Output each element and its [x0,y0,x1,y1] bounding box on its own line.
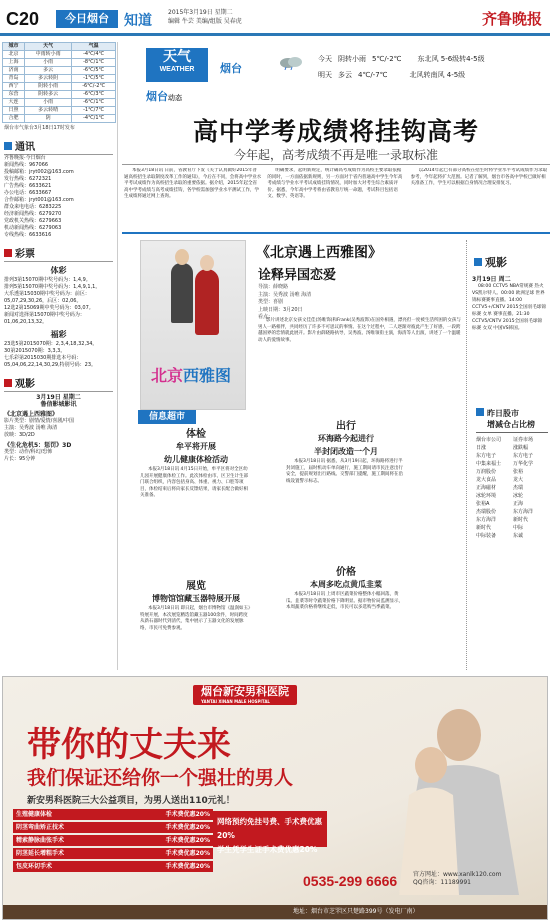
stock-item: 龙大食品 [476,477,497,483]
divider [466,240,467,670]
weather-table-cell: -4℃/4℃ [72,51,116,59]
header-editor: 编辑 牛芸 美编/组版 吴春虎 [168,18,242,25]
weather-table-cell: 日照 [3,107,25,115]
stock-item: 冰轮环境 [476,493,497,499]
movie-meta [258,284,311,322]
weather-today-label: 今天 [318,55,332,63]
ticai-line: 大乐透第15030期中奖号码为：前区：05,07,29,30,26，后区：02,06。 [4,291,90,305]
header-date: 2015年3月19日 星期二 [168,9,233,16]
article-jiage [286,566,406,612]
stock-title: 昨日股市 [487,409,519,418]
square-icon [4,142,12,150]
weather-table-header: 天气 [24,43,71,51]
ad-web[interactable]: 官方网址：www.xanlk120.com QQ咨询：11189991 [413,871,502,886]
chuxing-title: 环海路今起进行 [318,434,374,443]
weather-table-row [3,59,116,67]
ticai-line: 新闻对选择第15070期中奖号码为：01,06,20,13,32。 [4,312,85,326]
lead-col-2: 明确要求，起明新规定，统计确高考成绩作为高校主要录取依据的同时，一方面依据新规则，另一方面对于省内普通高中学生今年高考成绩与学业水平考试成绩挂钩情况，同时加大对考生综合素质评价。据悉，今年高中学考将由省教育厅统一命题，考试科目包括语文、数学、英语等。 [267,168,403,199]
stock-item: 张裕A [476,501,490,507]
weather-table-cell: 上海 [3,59,25,67]
weather-today-row [318,54,485,64]
tongxun-line: 群众来电电话：6283225 [4,204,62,211]
weather-tomorrow-temp: 4℃/-7℃ [358,71,388,79]
ticai-title: 体彩 [50,266,67,276]
ticai-line: 排列3第15070期中奖号码为：1,4,9。 [4,277,91,284]
stock-item: 万华化学 [513,461,534,467]
ad-promo-2: 学生凭学生证手术费优惠20% [217,845,318,854]
fucai-line: 23选5第2015070期：2,3,4,18,32,34。 [4,341,98,348]
weather-table-row [3,51,116,59]
weather-wind2: 北风转南风 4-5级 [409,71,466,79]
tongxun-block [4,138,113,239]
tongxun-line: 广告热线：6633621 [4,183,52,190]
stock-item: 龙大 [513,477,524,483]
tijian-body: 本报3月18日讯 4月15日开始，牟平区将对全区幼儿园开展健康体检工作。此次体检由市、区卫生计生部门联合组织，内容包括身高、体重、视力、口腔等项目，体检结束后将向家长反馈结果，请家长配合做好相关准备。 [140,467,248,498]
dongtai-title [146,88,182,104]
ad-service-discount: 手术费优惠20% [165,850,210,857]
poster-text-a: 北京 [151,366,184,385]
weather-table-cell: -1℃/5℃ [72,75,116,83]
stock-item: 正海 [513,501,524,507]
hospital-ad[interactable] [2,676,548,920]
tongxun-line: 新闻热线：967066 [4,162,49,169]
lead-article [124,168,548,228]
tijian-section: 体检 [186,429,206,440]
tongxun-line: 投稿邮箱：jryt002@163.com [4,169,74,176]
weather-table-row [3,107,116,115]
square-icon [4,249,12,257]
jiage-title: 本周多吃点黄瓜韭菜 [310,580,382,589]
weather-table-cell: -4℃/1℃ [72,115,116,123]
guanying-left-block [4,375,113,463]
stock-sub: 增减仓占比榜 [487,420,535,429]
ad-headline: 带你的丈夫来 [27,725,231,765]
ad-logo-text: 烟台新安男科医院 [201,685,289,698]
stock-item: 东诚 [513,533,524,539]
main-subhead: 今年起，高考成绩不再是唯一录取标准 [233,148,438,162]
weather-table-cell: -6℃/3℃ [72,91,116,99]
movie-meta-line: 上映日期：3月20日 [258,306,303,313]
weather-table-row [3,67,116,75]
weather-table-row [3,115,116,123]
ad-logo [193,685,297,705]
ad-service-row [13,822,213,833]
weather-today-wx: 阴转小雨 [338,55,366,63]
poster-text-b: 西雅图 [183,366,232,385]
stock-item: 东方电子 [513,453,534,459]
ad-service-name: 阴茎弯曲矫正技术 [16,824,65,831]
weather-tomorrow-wx: 多云 [338,71,352,79]
movie-subtitle: 诠释异国恋爱 [258,268,337,283]
ad-service-name: 精索静脉曲张手术 [16,837,65,844]
tijian-title: 牟平将开展 [176,442,216,451]
weather-table-cell: 阴转小雨 [24,83,71,91]
chuxing-section: 出行 [336,421,356,432]
chuxing-body: 本报3月18日讯 据悉，从3月19日起，环海路将进行半封闭施工，届时机动车单向通行，施工期间请市民注意出行安全，提前规划出行路线。交警部门提醒，施工期间将在沿线设置警示标志。 [286,459,403,484]
poster-figure-woman [195,269,219,335]
weather-table [2,42,116,123]
ad-footer: 地址：烟台市芝罘区只楚路399号（发电厂南） [3,905,548,919]
stock-item: 中际 [513,525,524,531]
stock-item: 烟台市公司 [476,437,502,443]
zhanlan-title: 博物馆馆藏玉器特展开展 [152,594,240,603]
stock-item: 张裕 [513,469,524,475]
guanying-right-date: 3月19日 周二 [472,276,511,283]
tongxun-title: 通讯 [15,142,35,154]
stock-item: 冰轮 [513,493,524,499]
stock-item: 新时代 [476,525,492,531]
weather-tomorrow-label: 明天 [318,71,332,79]
weather-table-cell: 北京 [3,51,25,59]
ad-lead: 新安男科医院三大公益项目，为男人送出110元礼！ [27,796,235,806]
article-zhanlan [140,580,252,632]
page-header [0,0,550,36]
ticai-line: 排列5第15070期中奖号码为：1,4,9,1,1。 [4,284,101,291]
weather-table-cell: -6℃/-2℃ [72,83,116,91]
weather-table-cell: 青岛 [3,75,25,83]
weather-today-temp: 5℃/-2℃ [372,55,402,63]
dongtai-sub: 动态 [168,94,182,102]
ad-subheadline: 我们保证还给你一个强壮的男人 [27,767,294,789]
main-headline: 高中学考成绩将挂钩高考 [192,117,479,146]
weather-table-cell: 中雨转小雨 [24,51,71,59]
weather-table-cell: 东营 [3,91,25,99]
weather-table-cell: 多云转晴 [24,107,71,115]
fucai-line: 七乐彩第2015030期排选本号码：05,04,06,22,14,30,29,特别号码：23。 [4,355,97,369]
poster-title [151,363,231,386]
jiage-body: 本报3月18日讯 上周市区蔬菜价格整体小幅回落，黄瓜、韭菜等时令蔬菜价格下降明显。据市物价局监测显示，本周蔬菜价格将继续走低，市民可以多选购当季蔬菜。 [286,592,403,610]
ad-logo-en: YANTAI XINAN MALE HOSPITAL [201,699,270,704]
weather-table-row [3,99,116,107]
ad-service-row [13,835,213,846]
weather-en: WEATHER [159,66,195,73]
weather-table-cell: -6℃/5℃ [72,67,116,75]
weather-table-cell: 小雨 [24,59,71,67]
guanying-right-block [470,240,548,332]
movie-meta-line: 看点： [258,314,274,320]
ad-service-name: 包皮环切手术 [16,863,53,870]
stock-item: 正海磁材 [476,485,497,491]
section-name: 知道 [124,13,152,29]
ad-service-row [13,809,213,820]
poster-head [175,249,189,265]
poster-head [200,255,214,271]
stock-item: 杰瑞 [513,485,524,491]
zhanlan-body: 本报3月18日讯 即日起，烟台市博物馆《温润如玉》特展开展，本次展览精选馆藏玉器100余件，时间跨度从新石器时代到清代，集中展示了玉器文化的发展脉络，市民可免费参观。 [140,606,251,631]
weather-table-cell: 大连 [3,99,25,107]
guanying-left-date: 3月19日 星期二 [36,394,81,402]
left-column [0,42,118,670]
stock-item: 东方电子 [476,453,497,459]
ad-service-name: 阴茎延长增粗手术 [16,850,65,857]
stock-item: 东方海洋 [476,517,497,523]
article-tijian [140,428,252,500]
movie2-name: 《生化危机5：惩罚》3D [4,442,72,450]
fucai-line: 30第2015070期：3,3,3。 [4,348,66,355]
fucai-title: 福彩 [50,330,67,340]
stock-item: 万润股份 [476,469,497,475]
ad-service-discount: 手术费优惠20% [165,824,210,831]
movie-meta-line: 主演：吴秀波 汤唯 海清 [258,291,312,298]
section-badge: 今日烟台 [56,10,118,28]
weather-table-row [3,83,116,91]
weather-cn: 天气 [163,49,191,65]
ad-service-discount: 手术费优惠20% [165,811,210,818]
weather-note: 烟台市气象台3月18日17时发布 [4,125,75,131]
chuxing-sub: 半封闭改造一个月 [314,447,378,456]
movie-body: 影片讲述北京女孩文佳佳(汤唯饰)和Frank(吴秀波饰)在国外相遇，漂亮但一度被生活所困的女孩与男人一路相伴，共同经历了许多不可思议的事情。在这个过程中，二人逐渐对彼此产生了好感，一段跨越国界的恋情就此展开。影片由薛晓路执导，吴秀波、汤唯领衔主演，海清等人出演，讲述了一个温暖动人的爱情故事。 [258,318,461,343]
ad-man-photo [379,695,529,895]
stock-item: 中集来福士 [476,461,502,467]
tongxun-line: 合作邮箱：jryt001@163.com [4,197,74,204]
weather-table-row [3,91,116,99]
ad-service-row [13,861,213,872]
square-icon [474,258,482,266]
caipiao-block [4,245,113,369]
weather-table-cell: -6℃/1℃ [72,99,116,107]
lead-col-3: 以2014年起已有部分高校在招生时将学业水平考试成绩作为录取参考，今年起将扩大范围。记者了解到，烟台市各高中学校已做好相关准备工作，学生可以根据自身情况合理安排复习。 [410,168,548,186]
guanying-left-sub: 鲁信影城影讯 [40,401,77,409]
stock-item: 日涨 [476,445,487,451]
lead-col-1: 本报3月18日讯 日前，省教育厅下发《关于认真做好2015年普通高校招生录取制度改革工作的通知》，今后在不同，会将高中学业水平考试成绩作为高校招生录取的重要依据。据介绍，2015年起全省高中学考成绩与高考成绩挂钩，各学校需加强学业水平测试工作，学生成绩将通过网上查询。 [124,168,262,199]
cloud-rain-icon [278,56,304,70]
weather-table-cell: -8℃/1℃ [72,59,116,67]
weather-wind1: 东北风 5-6级转4-5级 [417,55,485,63]
weather-table-cell: 西宁 [3,83,25,91]
ad-phone[interactable]: 0535-299 6666 [303,873,398,889]
caipiao-title: 彩票 [15,249,35,261]
weather-table-cell: 合肥 [3,115,25,123]
ad-promo [213,811,327,854]
brand-logo: 齐鲁晚报 [481,10,542,28]
divider [122,164,550,165]
ticai-line: 12选2第15069期中奖号码为：03,07。 [4,305,94,312]
movie-meta-line: 类型：喜剧 [258,299,284,305]
ad-promo-1: 网络预约免挂号费、手术费优惠20% [217,817,322,840]
tijian-sub: 幼儿健康体检活动 [164,455,228,464]
page-number: C20 [6,9,40,29]
movie2-info: 类型：动作/科幻/恐怖 片长：95分钟 [4,449,53,463]
zhanlan-section: 展览 [186,581,206,592]
weather-table-cell: 多云 [24,67,71,75]
tongxun-line: 齐鲁晚报·今日烟台 [4,155,46,162]
guanying-right-body: 08:00 CCTV5 NBA常规赛 热火VS凯尔特人。00:00 欧洲足球 世界锦标赛赛事直播。14:00 CCTV5+/CNTV 2015全国羽毛球锦标赛 女单 赛事直播。21:30 CCTV5/CNTV 2015全国羽毛球锦标赛 女双 中国VS韩国。 [472,284,546,331]
weather-city: 烟台 [220,62,242,75]
tongxun-line: 党政机关热线：6279663 [4,218,62,225]
xinxi-header: 信息超市 [138,410,196,424]
header-meta [168,8,268,26]
ad-service-row [13,848,213,859]
movie-title: 《北京遇上西雅图》 [256,245,382,261]
weather-table-header: 城市 [3,43,25,51]
ad-services [13,809,213,874]
stock-item: 中际装备 [476,533,497,539]
guanying-left-title: 观影 [15,379,35,391]
movie-meta-line: 导演：薛晓路 [258,284,289,290]
tongxun-line: 机动新闻热线：6279063 [4,225,62,232]
weather-tomorrow-row [318,70,465,80]
weather-table-cell: 多云转阴 [24,75,71,83]
guanying-right-title: 观影 [485,256,507,269]
tongxun-line: 发行热线：6272321 [4,176,52,183]
weather-table-cell: -1℃/7℃ [72,107,116,115]
weather-banner [146,48,208,82]
weather-table-header: 气温 [72,43,116,51]
stock-item: 杰瑞股份 [476,509,497,515]
stock-col-2 [513,436,548,540]
stock-item: 证券市场 [513,437,534,443]
movie1-info: 影片类型：剧情/爱情/喜剧/中国 主演：吴秀波 汤唯 海清 放映：3D/2D [4,418,75,439]
article-chuxing [286,420,406,485]
weather-table-cell: 济南 [3,67,25,75]
divider [122,232,550,234]
stock-col-1 [476,436,511,540]
dongtai-main: 烟台 [146,90,168,103]
tongxun-line: 专线热线：6633616 [4,232,52,239]
weather-table-row [3,75,116,83]
movie1-name: 《北京遇上西雅图》 [4,411,59,419]
ad-service-discount: 手术费优惠20% [165,863,210,870]
weather-table-cell: 阴转多云 [24,91,71,99]
ad-service-discount: 手术费优惠20% [165,837,210,844]
weather-table-cell: 小雨 [24,99,71,107]
stock-item: 新时代 [513,517,529,523]
jiage-section: 价格 [336,567,356,578]
square-icon [4,379,12,387]
stock-item: 东方海洋 [513,509,534,515]
tongxun-line: 办公电话：6633667 [4,190,52,197]
stock-item: 涨跌幅 [513,445,529,451]
movie-poster [140,240,246,410]
tongxun-line: 经济新闻热线：6279270 [4,211,62,218]
poster-figure-man [171,263,193,323]
ad-service-name: 生殖健康体检 [16,811,53,818]
weather-table-cell: 阴 [24,115,71,123]
square-icon [476,408,484,416]
stock-block [476,408,548,540]
